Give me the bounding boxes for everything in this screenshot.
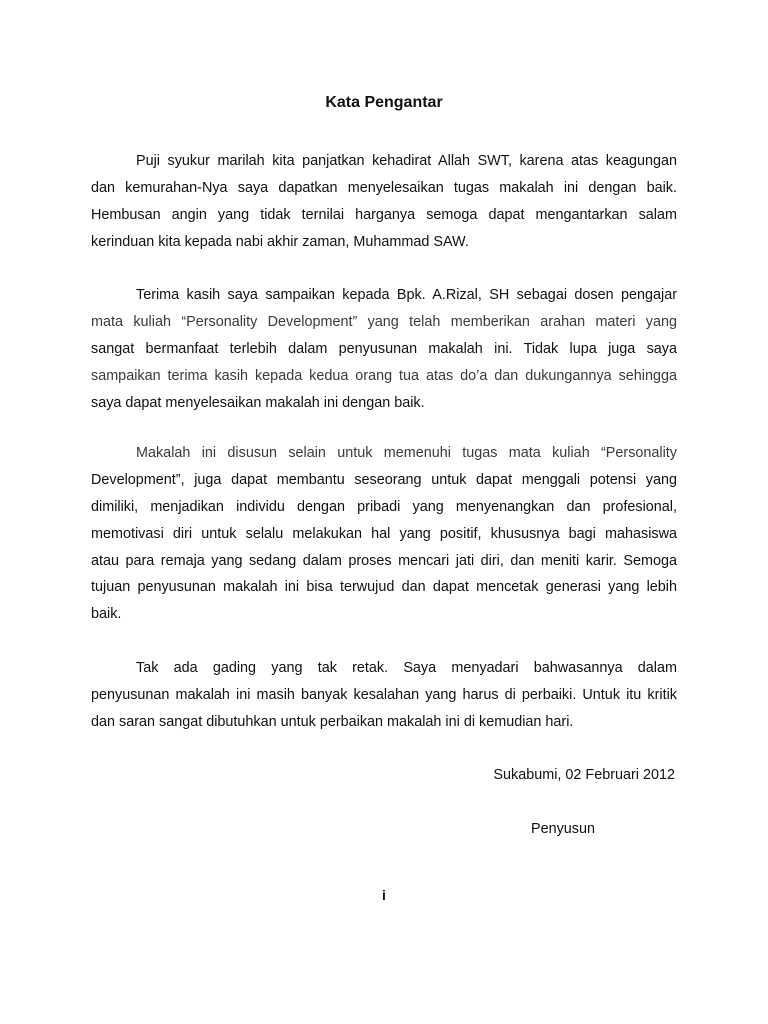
page-title: Kata Pengantar xyxy=(325,94,443,111)
paragraph-line: tujuan penyusunan makalah ini bisa terwujud dan dapat mencetak generasi yang lebih xyxy=(91,579,677,596)
paragraph-1 xyxy=(91,148,677,256)
paragraph-line: dan kemurahan-Nya saya dapatkan menyelesaikan tugas makalah ini dengan baik. xyxy=(91,179,677,196)
paragraph-line: sangat bermanfaat terlebih dalam penyusunan makalah ini. Tidak lupa juga saya xyxy=(91,340,677,357)
paragraph-3 xyxy=(91,440,677,628)
paragraph-line: sampaikan terima kasih kepada kedua orang tua atas do’a dan dukungannya sehingga xyxy=(91,367,677,384)
paragraph-line: saya dapat menyelesaikan makalah ini dengan baik. xyxy=(91,394,425,411)
paragraph-line: kerinduan kita kepada nabi akhir zaman, Muhammad SAW. xyxy=(91,233,469,250)
paragraph-line: dimiliki, menjadikan individu dengan pribadi yang menyenangkan dan profesional, xyxy=(91,498,677,515)
date-line: Sukabumi, 02 Februari 2012 xyxy=(493,767,675,783)
paragraph-line: dan saran sangat dibutuhkan untuk perbaikan makalah ini di kemudian hari. xyxy=(91,713,574,730)
paragraph-line: mata kuliah “Personality Development” yang telah memberikan arahan materi yang xyxy=(91,313,677,330)
paragraph-line: Hembusan angin yang tidak ternilai harganya semoga dapat mengantarkan salam xyxy=(91,206,677,223)
paragraph-line: Development”, juga dapat membantu seseorang untuk dapat menggali potensi yang xyxy=(91,471,677,488)
paragraph-line: Terima kasih saya sampaikan kepada Bpk. A.Rizal, SH sebagai dosen pengajar xyxy=(136,287,677,303)
paragraph-line: memotivasi diri untuk selalu melakukan hal yang positif, khususnya bagi mahasiswa xyxy=(91,525,677,542)
page-number: i xyxy=(382,887,386,903)
paragraph-line: Tak ada gading yang tak retak. Saya menyadari bahwasannya dalam xyxy=(136,660,677,676)
paragraph-line: penyusunan makalah ini masih banyak kesalahan yang harus di perbaiki. Untuk itu kritik xyxy=(91,686,677,703)
paragraph-4 xyxy=(91,655,677,736)
paragraph-line: Makalah ini disusun selain untuk memenuhi tugas mata kuliah “Personality xyxy=(136,445,677,461)
signer-label: Penyusun xyxy=(531,821,596,837)
paragraph-2 xyxy=(91,282,677,416)
paragraph-line: baik. xyxy=(91,606,122,623)
paragraph-line: Puji syukur marilah kita panjatkan kehadirat Allah SWT, karena atas keagungan xyxy=(136,153,677,169)
paragraph-line: atau para remaja yang sedang dalam proses mencari jati diri, dan meniti karir. Semoga xyxy=(91,552,677,569)
